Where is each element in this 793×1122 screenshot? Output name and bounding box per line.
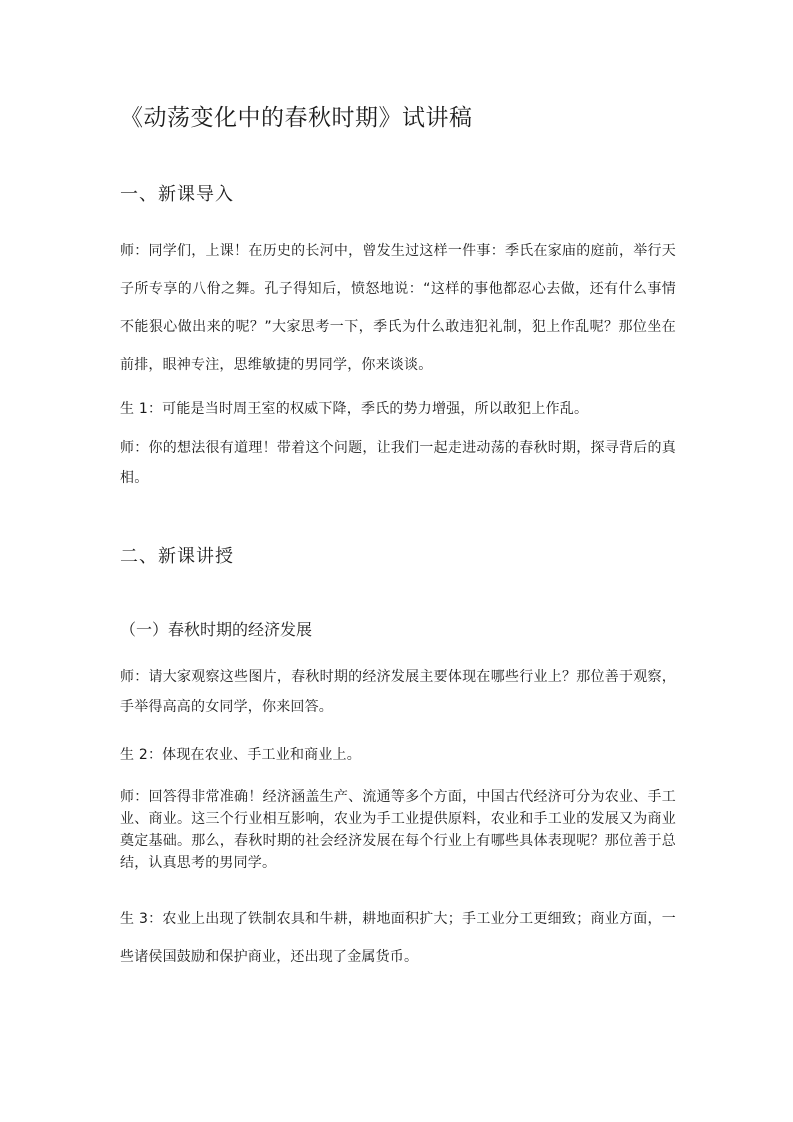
subsection-heading-economy: （一）春秋时期的经济发展 — [120, 620, 313, 639]
intro-teacher-response: 师：你的想法很有道理！带着这个问题，让我们一起走进动荡的春秋时期，探寻背后的真相。 — [120, 440, 676, 486]
section-heading-intro: 一、新课导入 — [120, 184, 234, 205]
intro-teacher-paragraph: 师：同学们，上课！在历史的长河中，曾发生过这样一件事：季氏在家庙的庭前，举行天子所专享的八佾之舞。孔子得知后，愤怒地说：“这样的事他都忍心去做，还有什么事情不能狠心做出来的呢？”大家思考一下，季氏为什么敢违犯礼制，犯上作乱呢？那位坐在前排，眼神专注，思维敏捷的男同学，你来谈谈。 — [120, 243, 676, 373]
economy-teacher-explanation: 师：回答得非常准确！经济涵盖生产、流通等多个方面，中国古代经济可分为农业、手工业、商业。这三个行业相互影响，农业为手工业提供原料，农业和手工业的发展又为商业奠定基础。那么，春秋时期的社会经济发展在每个行业上有哪些具体表现呢？那位善于总结，认真思考的男同学。 — [120, 789, 676, 871]
economy-teacher-question: 师：请大家观察这些图片，春秋时期的经济发展主要体现在哪些行业上？那位善于观察，手举得高高的女同学，你来回答。 — [120, 669, 676, 715]
document-title: 《动荡变化中的春秋时期》试讲稿 — [120, 105, 473, 131]
intro-student-answer: 生 1：可能是当时周王室的权威下降，季氏的势力增强，所以敢犯上作乱。 — [120, 401, 589, 417]
economy-student-detail: 生 3：农业上出现了铁制农具和牛耕，耕地面积扩大；手工业分工更细致；商业方面，一些诸侯国鼓励和保护商业，还出现了金属货币。 — [120, 911, 676, 965]
section-heading-lecture: 二、新课讲授 — [120, 546, 234, 567]
economy-student-answer: 生 2：体现在农业、手工业和商业上。 — [120, 747, 361, 763]
